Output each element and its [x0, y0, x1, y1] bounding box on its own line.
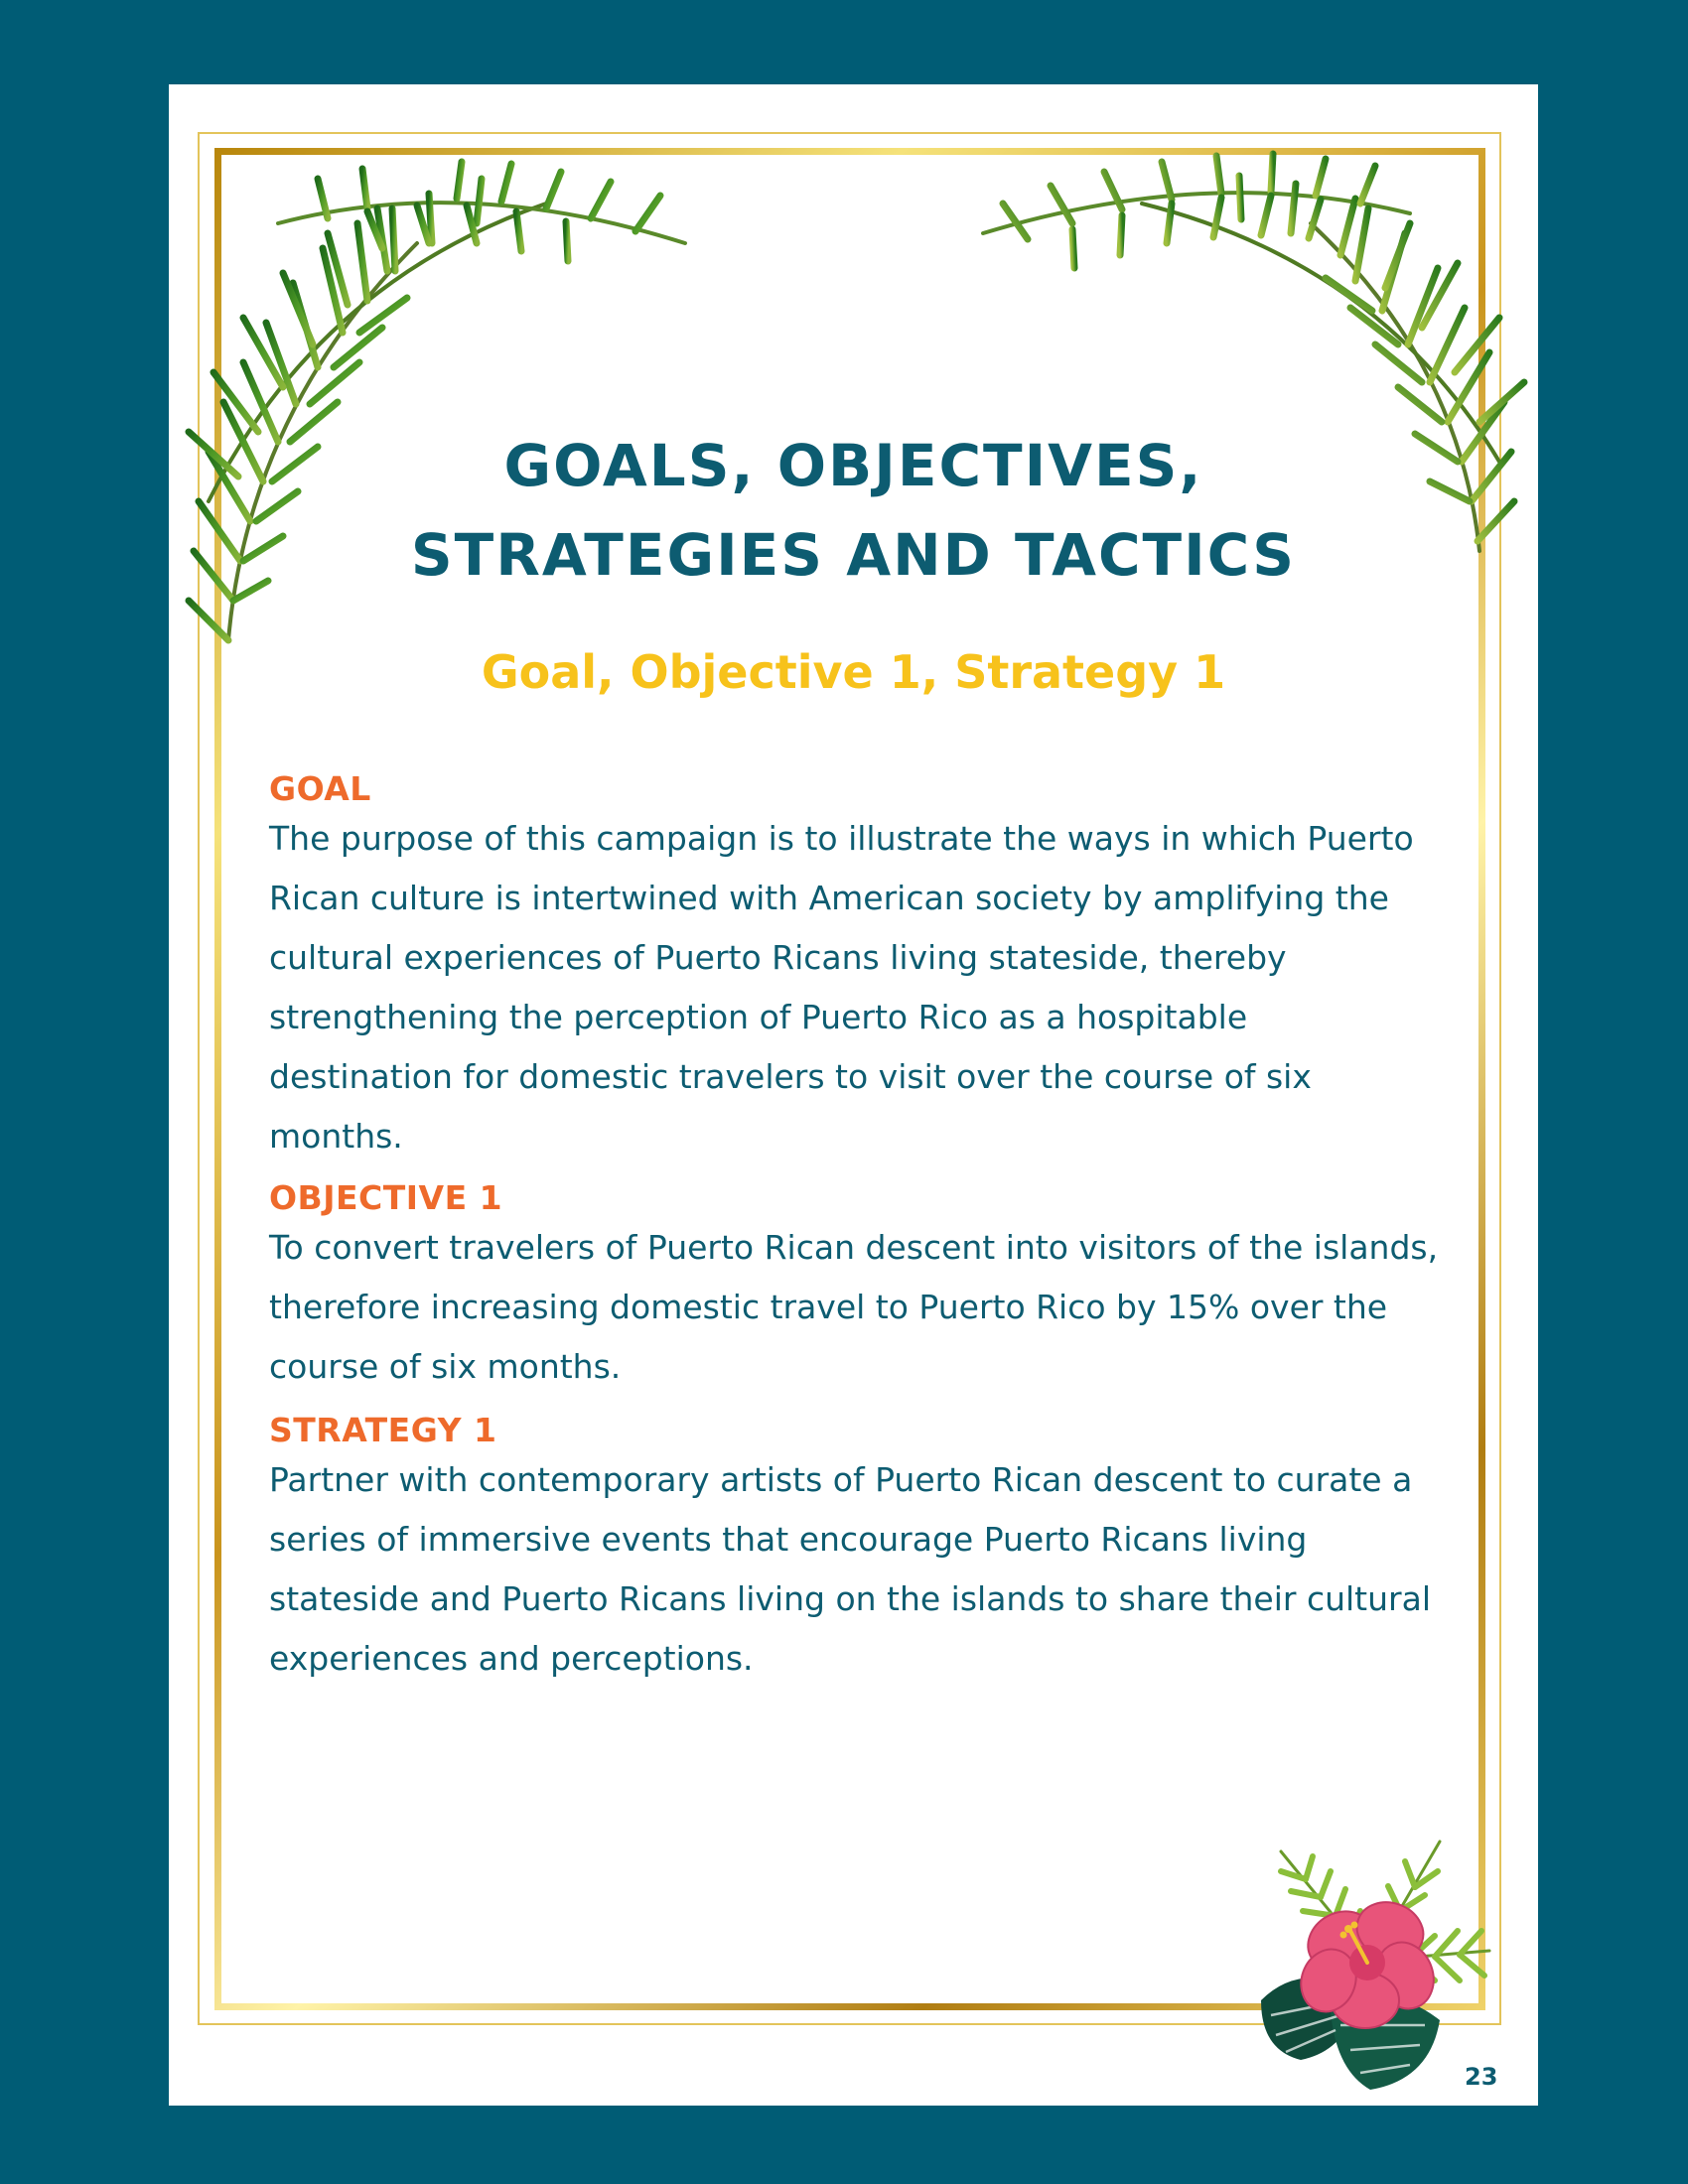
strategy-label: STRATEGY 1 [269, 1411, 497, 1449]
goal-label: GOAL [269, 769, 371, 808]
document-page [169, 84, 1538, 2106]
page-title-line-1: GOALS, OBJECTIVES, [503, 432, 1203, 499]
page-subtitle: Goal, Objective 1, Strategy 1 [481, 645, 1226, 699]
objective-label: OBJECTIVE 1 [269, 1178, 503, 1217]
goal-text: The purpose of this campaign is to illustrate the ways in which Puerto Rican culture is intertwined with American society by amplifying the cultural experiences of Puerto Ricans living stateside, thereby strengthening the perception of Puerto Rico as a hospitable destination for domestic travelers to visit over the course of six months. [269, 819, 1414, 1156]
objective-section [269, 1178, 1441, 1397]
strategy-section [269, 1411, 1441, 1689]
hibiscus-flower-icon [1241, 1832, 1499, 2100]
page-number: 23 [1465, 2063, 1498, 2091]
content-body [269, 769, 1441, 1689]
goal-section [269, 769, 1441, 1166]
page-title-line-2: STRATEGIES AND TACTICS [410, 521, 1297, 589]
objective-text: To convert travelers of Puerto Rican descent into visitors of the islands, therefore increasing domestic travel to Puerto Rico by 15% over the course of six months. [269, 1228, 1439, 1386]
strategy-text: Partner with contemporary artists of Puerto Rican descent to curate a series of immersive events that encourage Puerto Ricans living stateside and Puerto Ricans living on the islands to share their cultural experiences and perceptions. [269, 1460, 1431, 1678]
